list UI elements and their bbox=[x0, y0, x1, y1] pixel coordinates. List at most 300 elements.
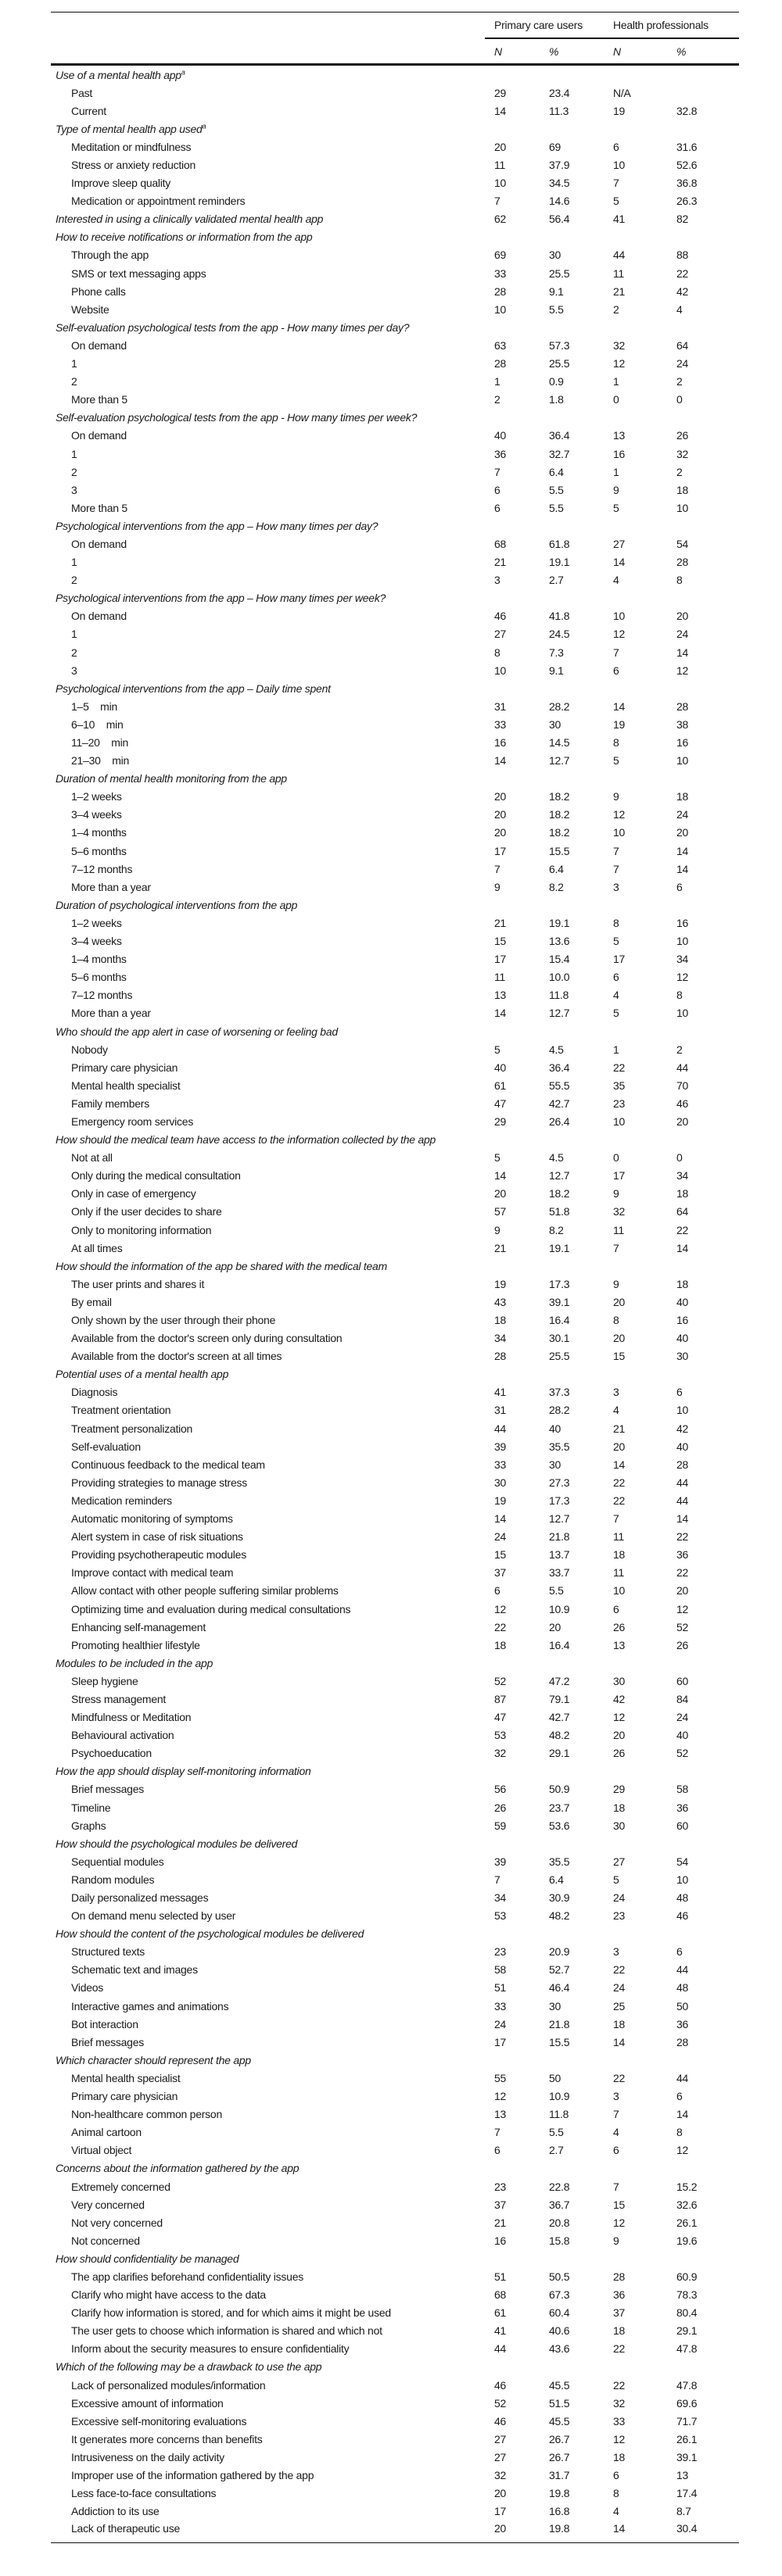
row-label: Only if the user decides to share bbox=[71, 1205, 222, 1218]
cell-pct-professionals bbox=[667, 2051, 739, 2069]
row-label: 2 bbox=[71, 574, 77, 587]
cell-pct-primary: 61.8 bbox=[549, 537, 570, 550]
table-row bbox=[51, 661, 739, 679]
cell-pct-primary: 50.9 bbox=[549, 1783, 570, 1796]
cell-n-primary: 20 bbox=[494, 790, 507, 803]
cell-pct-primary: 23.4 bbox=[549, 86, 570, 99]
cell-n-primary: 37 bbox=[494, 1566, 507, 1580]
cell-n-professionals: 7 bbox=[613, 2108, 619, 2121]
table-row bbox=[51, 1473, 739, 1491]
cell-pct-primary: 28.2 bbox=[549, 699, 570, 713]
table-row bbox=[51, 1564, 739, 1582]
table-row bbox=[51, 1510, 739, 1528]
cell-n-primary: 20 bbox=[494, 826, 507, 839]
cell-pct-professionals: 34 bbox=[676, 1169, 689, 1182]
cell-n-professionals: 20 bbox=[613, 1332, 626, 1345]
table-row bbox=[51, 2015, 739, 2033]
cell-pct-primary: 18.2 bbox=[549, 808, 570, 821]
cell-pct-primary: 19.1 bbox=[549, 556, 570, 569]
table-row bbox=[51, 1293, 739, 1311]
cell-n-primary: 22 bbox=[494, 1620, 507, 1633]
row-label: Clarify how information is stored, and for which aims it might be used bbox=[71, 2306, 391, 2320]
table-row bbox=[51, 2340, 739, 2358]
cell-n-primary: 27 bbox=[494, 628, 507, 641]
table-row bbox=[51, 1112, 739, 1130]
cell-pct-professionals bbox=[667, 409, 739, 427]
cell-pct-primary: 29.1 bbox=[549, 1747, 570, 1760]
cell-n-primary: 36 bbox=[494, 447, 507, 460]
cell-pct-primary: 28.2 bbox=[549, 1404, 570, 1417]
cell-n-primary: 29 bbox=[494, 86, 507, 99]
cell-n-primary: 17 bbox=[494, 844, 507, 857]
cell-n-primary: 33 bbox=[494, 1999, 507, 2012]
cell-pct-professionals: 40 bbox=[676, 1295, 689, 1308]
table-row bbox=[51, 1600, 739, 1618]
cell-n-professionals: 1 bbox=[613, 465, 619, 478]
table-row bbox=[51, 2503, 739, 2521]
cell-pct-primary: 26.7 bbox=[549, 2432, 570, 2445]
cell-n-primary: 34 bbox=[494, 1891, 507, 1905]
row-label: Graphs bbox=[71, 1819, 106, 1832]
cell-n-professionals bbox=[604, 1365, 667, 1383]
row-label: The user gets to choose which information is shared and which not bbox=[71, 2324, 382, 2338]
cell-n-professionals bbox=[604, 65, 667, 84]
cell-n-professionals: 0 bbox=[613, 393, 619, 406]
table-row bbox=[51, 2430, 739, 2448]
cell-n-primary: 3 bbox=[494, 574, 500, 587]
cell-pct-professionals: 26.1 bbox=[676, 2216, 698, 2229]
cell-n-primary bbox=[485, 1654, 540, 1672]
cell-pct-professionals: 40 bbox=[676, 1440, 689, 1453]
cell-n-professionals: 10 bbox=[613, 826, 626, 839]
cell-n-professionals: 6 bbox=[613, 140, 619, 153]
cell-pct-primary: 10.9 bbox=[549, 2090, 570, 2103]
cell-pct-primary bbox=[540, 896, 604, 914]
cell-pct-primary: 12.7 bbox=[549, 1512, 570, 1526]
table-row bbox=[51, 2376, 739, 2394]
cell-pct-primary: 39.1 bbox=[549, 1295, 570, 1308]
table-row bbox=[51, 2141, 739, 2159]
cell-n-primary: 55 bbox=[494, 2071, 507, 2084]
cell-pct-professionals: 48 bbox=[676, 1981, 689, 1995]
cell-pct-professionals: 18 bbox=[676, 1277, 689, 1290]
row-label: 6–10 min bbox=[71, 717, 124, 731]
cell-pct-professionals: 14 bbox=[676, 862, 689, 875]
row-label: Medication reminders bbox=[71, 1494, 172, 1507]
row-label: Excessive self-monitoring evaluations bbox=[71, 2414, 247, 2428]
cell-pct-professionals bbox=[667, 1131, 739, 1149]
table-row bbox=[51, 373, 739, 391]
cell-n-primary: 41 bbox=[494, 1386, 507, 1399]
cell-pct-primary: 21.8 bbox=[549, 2017, 570, 2030]
cell-n-primary: 18 bbox=[494, 1638, 507, 1651]
cell-pct-primary: 57.3 bbox=[549, 338, 570, 352]
category-label bbox=[51, 228, 485, 246]
cell-pct-professionals: 32.8 bbox=[676, 104, 698, 117]
cell-pct-professionals: 46 bbox=[676, 1097, 689, 1110]
table-row bbox=[51, 463, 739, 481]
category-title: Concerns about the information gathered by the app bbox=[56, 2162, 300, 2175]
cell-n-professionals: 20 bbox=[613, 1295, 626, 1308]
cell-pct-professionals: 12 bbox=[676, 2144, 689, 2157]
cell-pct-professionals bbox=[667, 1654, 739, 1672]
table-row bbox=[51, 1455, 739, 1473]
cell-n-primary: 40 bbox=[494, 1061, 507, 1074]
category-title: Duration of psychological interventions from the app bbox=[56, 898, 298, 911]
row-label: Inform about the security measures to ensure confidentiality bbox=[71, 2342, 350, 2356]
category-row bbox=[51, 318, 739, 336]
table-row bbox=[51, 607, 739, 625]
cell-n-primary: 19 bbox=[494, 1494, 507, 1507]
table-row bbox=[51, 2033, 739, 2051]
category-title: How should confidentiality be managed bbox=[56, 2252, 239, 2265]
cell-n-primary bbox=[485, 1257, 540, 1275]
row-label: 1 bbox=[71, 628, 77, 641]
cell-n-professionals: 11 bbox=[613, 1566, 625, 1580]
cell-pct-professionals bbox=[667, 1022, 739, 1040]
cell-pct-primary: 48.2 bbox=[549, 1729, 570, 1742]
cell-pct-professionals: 14 bbox=[676, 844, 689, 857]
cell-n-professionals bbox=[604, 2159, 667, 2177]
cell-pct-primary bbox=[540, 2249, 604, 2267]
category-title: How should the information of the app be shared with the medical team bbox=[56, 1259, 388, 1272]
cell-n-professionals bbox=[604, 1925, 667, 1943]
row-label: SMS or text messaging apps bbox=[71, 267, 206, 280]
table-row bbox=[51, 1167, 739, 1185]
cell-n-primary bbox=[485, 517, 540, 535]
table-row bbox=[51, 1943, 739, 1961]
table-row bbox=[51, 553, 739, 571]
cell-n-primary: 14 bbox=[494, 1512, 507, 1526]
cell-n-primary: 6 bbox=[494, 1584, 500, 1597]
cell-n-primary: 20 bbox=[485, 2521, 540, 2543]
table-row bbox=[51, 1546, 739, 1564]
cell-pct-professionals: 16 bbox=[676, 736, 689, 750]
category-label bbox=[51, 2358, 485, 2376]
category-label bbox=[51, 2051, 485, 2069]
cell-pct-professionals bbox=[667, 84, 739, 102]
cell-n-professionals: 12 bbox=[613, 357, 626, 370]
cell-n-primary: 10 bbox=[494, 664, 507, 677]
cell-n-professionals: 5 bbox=[613, 1873, 619, 1886]
cell-n-professionals: 18 bbox=[613, 2324, 626, 2338]
table-row bbox=[51, 1744, 739, 1762]
cell-pct-professionals: 8.7 bbox=[676, 2505, 691, 2518]
table-row bbox=[51, 1040, 739, 1058]
row-label: On demand bbox=[71, 338, 127, 352]
row-label: Random modules bbox=[71, 1873, 155, 1886]
cell-pct-primary: 55.5 bbox=[549, 1079, 570, 1092]
cell-pct-primary: 19.1 bbox=[549, 916, 570, 929]
cell-n-professionals: 19 bbox=[613, 717, 626, 731]
cell-n-professionals: 23 bbox=[613, 1909, 626, 1923]
cell-pct-professionals: 12 bbox=[676, 971, 689, 984]
category-row bbox=[51, 1834, 739, 1852]
row-label: Lack of personalized modules/information bbox=[71, 2378, 266, 2392]
row-label: On demand bbox=[71, 429, 127, 442]
cell-pct-primary bbox=[540, 1365, 604, 1383]
row-label: Excessive amount of information bbox=[71, 2396, 224, 2410]
table-row bbox=[51, 246, 739, 264]
row-label: By email bbox=[71, 1295, 112, 1308]
cell-pct-primary: 42.7 bbox=[549, 1711, 570, 1724]
table-row bbox=[51, 138, 739, 156]
table-row bbox=[51, 1997, 739, 2015]
cell-n-primary: 21 bbox=[494, 916, 507, 929]
cell-pct-professionals bbox=[667, 896, 739, 914]
cell-pct-professionals bbox=[667, 65, 739, 84]
cell-n-primary: 7 bbox=[494, 195, 500, 208]
cell-n-professionals: 2 bbox=[613, 302, 619, 316]
cell-n-professionals bbox=[604, 1834, 667, 1852]
table-row bbox=[51, 932, 739, 950]
category-row bbox=[51, 210, 739, 228]
table-row bbox=[51, 1961, 739, 1979]
cell-n-primary: 20 bbox=[494, 2487, 507, 2500]
cell-n-primary bbox=[485, 770, 540, 788]
category-title: Use of a mental health app bbox=[56, 68, 181, 81]
row-label: Automatic monitoring of symptoms bbox=[71, 1512, 233, 1526]
subheader-row bbox=[51, 38, 739, 65]
cell-pct-professionals: 8 bbox=[676, 2126, 683, 2139]
cell-pct-professionals: 48 bbox=[676, 1891, 689, 1905]
category-label bbox=[51, 1257, 485, 1275]
cell-pct-primary: 79.1 bbox=[549, 1692, 570, 1705]
cell-pct-professionals: 18 bbox=[676, 790, 689, 803]
cell-n-primary: 10 bbox=[494, 302, 507, 316]
table-row bbox=[51, 1419, 739, 1437]
cell-pct-professionals: 64 bbox=[676, 338, 689, 352]
cell-pct-professionals: 44 bbox=[676, 1476, 689, 1489]
cell-n-primary: 29 bbox=[494, 1114, 507, 1128]
cell-pct-professionals: 28 bbox=[676, 1458, 689, 1471]
cell-n-professionals: 14 bbox=[613, 1458, 626, 1471]
row-label: 3–4 weeks bbox=[71, 935, 122, 948]
cell-n-professionals: 22 bbox=[613, 2378, 626, 2392]
row-label: 1 bbox=[71, 556, 77, 569]
cell-n-professionals: 11 bbox=[613, 1223, 625, 1236]
cell-pct-professionals: 30 bbox=[676, 1350, 689, 1363]
cell-n-professionals: 6 bbox=[613, 1602, 619, 1615]
row-label: 1 bbox=[71, 447, 77, 460]
category-title: How should the content of the psychological modules be delivered bbox=[56, 1927, 364, 1941]
row-label: Behavioural activation bbox=[71, 1729, 174, 1742]
cell-n-primary bbox=[485, 896, 540, 914]
category-title: Who should the app alert in case of worsening or feeling bad bbox=[56, 1025, 338, 1038]
cell-n-professionals: 17 bbox=[613, 953, 626, 966]
cell-pct-primary: 17.3 bbox=[549, 1277, 570, 1290]
cell-pct-professionals: 40 bbox=[676, 1729, 689, 1742]
cell-pct-primary: 47.2 bbox=[549, 1674, 570, 1687]
row-label: More than 5 bbox=[71, 501, 127, 514]
row-label: Alert system in case of risk situations bbox=[71, 1530, 243, 1544]
cell-n-primary: 30 bbox=[494, 1476, 507, 1489]
cell-n-primary: 20 bbox=[494, 140, 507, 153]
cell-n-primary bbox=[485, 409, 540, 427]
cell-pct-professionals: 16 bbox=[676, 1314, 689, 1327]
cell-pct-primary: 18.2 bbox=[549, 1187, 570, 1200]
table-row bbox=[51, 156, 739, 174]
table-row bbox=[51, 2177, 739, 2195]
cell-pct-primary: 19.8 bbox=[549, 2487, 570, 2500]
row-label: 1–2 weeks bbox=[71, 916, 122, 929]
cell-pct-professionals: 26 bbox=[676, 429, 689, 442]
cell-pct-primary: 40.6 bbox=[549, 2324, 570, 2338]
cell-n-primary: 21 bbox=[494, 2216, 507, 2229]
cell-n-primary: 23 bbox=[494, 1945, 507, 1959]
cell-n-primary: 9 bbox=[494, 880, 500, 893]
cell-n-professionals: 12 bbox=[613, 628, 626, 641]
cell-pct-primary: 5.5 bbox=[549, 501, 564, 514]
cell-n-professionals: 3 bbox=[613, 2090, 619, 2103]
cell-pct-primary: 4.5 bbox=[549, 1043, 564, 1056]
cell-n-professionals: 9 bbox=[613, 2234, 619, 2247]
cell-n-professionals: 5 bbox=[613, 935, 619, 948]
table-row bbox=[51, 300, 739, 318]
table-row bbox=[51, 1979, 739, 1997]
category-row bbox=[51, 228, 739, 246]
row-label: Extremely concerned bbox=[71, 2180, 170, 2193]
cell-pct-professionals: 22 bbox=[676, 1566, 689, 1580]
row-label: Phone calls bbox=[71, 284, 126, 298]
cell-n-primary: 27 bbox=[494, 2432, 507, 2445]
cell-n-professionals: 26 bbox=[613, 1620, 626, 1633]
cell-pct-primary bbox=[540, 1762, 604, 1780]
row-label: Family members bbox=[71, 1097, 149, 1110]
cell-n-professionals: 0 bbox=[613, 1151, 619, 1165]
cell-pct-professionals: 52 bbox=[676, 1747, 689, 1760]
row-label: Optimizing time and evaluation during medical consultations bbox=[71, 1602, 351, 1615]
cell-n-professionals: 16 bbox=[613, 447, 626, 460]
cell-pct-professionals bbox=[667, 2358, 739, 2376]
cell-n-primary: 61 bbox=[494, 1079, 507, 1092]
cell-pct-primary: 6.4 bbox=[549, 465, 564, 478]
cell-pct-professionals bbox=[667, 2249, 739, 2267]
row-label: Lack of therapeutic use bbox=[51, 2521, 485, 2543]
cell-n-primary: 20 bbox=[494, 1187, 507, 1200]
table-row bbox=[51, 391, 739, 409]
cell-n-primary: 61 bbox=[494, 2306, 507, 2320]
cell-n-professionals: 11 bbox=[613, 267, 625, 280]
table-row bbox=[51, 1347, 739, 1365]
row-label: Meditation or mindfulness bbox=[71, 140, 192, 153]
cell-pct-professionals: 42 bbox=[676, 1422, 689, 1435]
row-label: Animal cartoon bbox=[71, 2126, 142, 2139]
cell-pct-primary: 22.8 bbox=[549, 2180, 570, 2193]
table-row bbox=[51, 445, 739, 463]
cell-pct-professionals: 36 bbox=[676, 2017, 689, 2030]
table-row bbox=[51, 571, 739, 589]
cell-n-primary: 16 bbox=[494, 2234, 507, 2247]
cell-n-primary bbox=[485, 1131, 540, 1149]
table-row bbox=[51, 625, 739, 643]
category-label bbox=[51, 896, 485, 914]
cell-pct-professionals bbox=[667, 679, 739, 697]
cell-pct-professionals: 10 bbox=[676, 501, 689, 514]
cell-n-professionals bbox=[604, 517, 667, 535]
table-row bbox=[51, 1618, 739, 1636]
cell-pct-primary: 31.7 bbox=[549, 2469, 570, 2482]
cell-pct-professionals: 22 bbox=[676, 1223, 689, 1236]
cell-pct-professionals: 10 bbox=[676, 1873, 689, 1886]
cell-n-professionals bbox=[604, 120, 667, 138]
table-row bbox=[51, 1221, 739, 1239]
cell-pct-professionals: 50 bbox=[676, 1999, 689, 2012]
cell-n-professionals bbox=[604, 1257, 667, 1275]
cell-n-primary: 51 bbox=[494, 2270, 507, 2283]
cell-n-professionals: 33 bbox=[613, 2414, 626, 2428]
row-label: 2 bbox=[71, 375, 77, 388]
subheader-n-primary: N bbox=[485, 38, 540, 65]
cell-n-primary bbox=[485, 318, 540, 336]
table-row bbox=[51, 1870, 739, 1888]
cell-n-professionals: 14 bbox=[613, 556, 626, 569]
cell-pct-professionals: 80.4 bbox=[676, 2306, 698, 2320]
row-label: Daily personalized messages bbox=[71, 1891, 209, 1905]
cell-pct-professionals: 24 bbox=[676, 808, 689, 821]
cell-pct-professionals: 13 bbox=[676, 2469, 689, 2482]
table-row bbox=[51, 1780, 739, 1798]
table-row bbox=[51, 733, 739, 751]
cell-n-primary: 33 bbox=[494, 717, 507, 731]
cell-n-primary: 7 bbox=[494, 862, 500, 875]
row-label: 7–12 months bbox=[71, 989, 133, 1002]
cell-pct-primary: 46.4 bbox=[549, 1981, 570, 1995]
row-label: Virtual object bbox=[71, 2144, 132, 2157]
cell-n-professionals: 22 bbox=[613, 1476, 626, 1489]
cell-n-professionals: 12 bbox=[613, 2432, 626, 2445]
cell-pct-primary: 53.6 bbox=[549, 1819, 570, 1832]
cell-n-professionals: 5 bbox=[613, 1007, 619, 1020]
header-health-professionals: Health professionals bbox=[604, 13, 739, 38]
cell-pct-professionals: 0 bbox=[676, 393, 683, 406]
cell-pct-primary: 30 bbox=[549, 249, 561, 262]
row-label: Stress or anxiety reduction bbox=[71, 159, 196, 172]
cell-pct-primary: 5.5 bbox=[549, 302, 564, 316]
cell-pct-primary: 51.5 bbox=[549, 2396, 570, 2410]
cell-pct-professionals bbox=[667, 1257, 739, 1275]
cell-n-primary: 13 bbox=[494, 2108, 507, 2121]
table-row bbox=[51, 1816, 739, 1834]
table-row bbox=[51, 1203, 739, 1221]
category-row bbox=[51, 1131, 739, 1149]
cell-pct-primary: 15.4 bbox=[549, 953, 570, 966]
cell-n-professionals: 9 bbox=[613, 790, 619, 803]
cell-pct-professionals bbox=[667, 589, 739, 607]
cell-pct-professionals: 36 bbox=[676, 1801, 689, 1814]
cell-pct-professionals: 6 bbox=[676, 1386, 683, 1399]
cell-pct-professionals: 60.9 bbox=[676, 2270, 698, 2283]
cell-pct-professionals bbox=[667, 228, 739, 246]
cell-n-primary bbox=[485, 1925, 540, 1943]
cell-pct-primary: 12.7 bbox=[549, 754, 570, 767]
cell-n-professionals: 9 bbox=[613, 1277, 619, 1290]
cell-n-professionals: 7 bbox=[613, 862, 619, 875]
row-label: It generates more concerns than benefits bbox=[71, 2432, 263, 2445]
row-label: Continuous feedback to the medical team bbox=[71, 1458, 265, 1471]
category-title: Psychological interventions from the app – How many times per week? bbox=[56, 592, 386, 605]
cell-pct-primary bbox=[540, 2159, 604, 2177]
cell-pct-professionals: 14 bbox=[676, 646, 689, 659]
cell-pct-primary: 20 bbox=[549, 1620, 561, 1633]
cell-pct-primary: 8.2 bbox=[549, 880, 564, 893]
category-row bbox=[51, 589, 739, 607]
row-label: Primary care physician bbox=[71, 1061, 178, 1074]
cell-pct-professionals: 26.1 bbox=[676, 2432, 698, 2445]
cell-pct-primary: 5.5 bbox=[549, 2126, 564, 2139]
cell-n-primary: 87 bbox=[494, 1692, 507, 1705]
cell-n-professionals: 6 bbox=[613, 664, 619, 677]
